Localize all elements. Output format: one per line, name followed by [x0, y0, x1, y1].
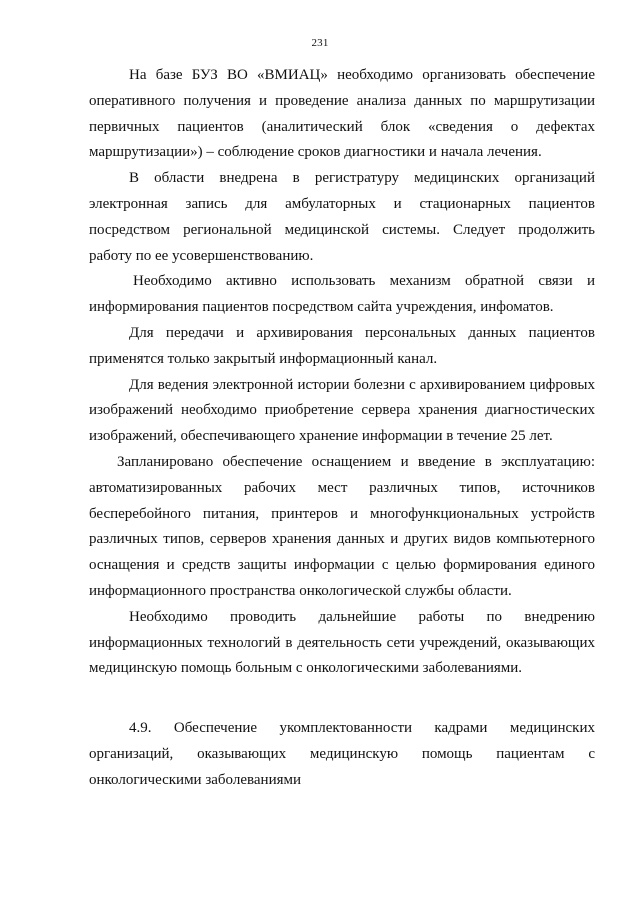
paragraph-image-server: Для ведения электронной истории болезни с архивированием цифровых изображений необходимо приобретение сервера хранения диагностических изображений, обеспечивающего хранение информации в течение 25 лет. [89, 376, 595, 445]
paragraph-feedback-mechanism: Необходимо активно использовать механизм обратной связи и информирования пациентов посредством сайта учреждения, инфоматов. [89, 273, 595, 316]
section-heading-4-9: 4.9. Обеспечение укомплектованности кадрами медицинских организаций, оказывающих медицинскую помощь пациентам с онкологическими заболеваниями [89, 720, 595, 788]
page-number: 231 [311, 37, 329, 49]
paragraph-vmiac-routing: На базе БУЗ ВО «ВМИАЦ» необходимо организовать обеспечение оперативного получения и проведение анализа данных по маршрутизации первичных пациентов (аналитический блок «сведения о дефектах маршрутизации») – соблюдение сроков диагностики и начала лечения. [89, 67, 595, 161]
paragraph-data-channel: Для передачи и архивирования персональных данных пациентов применятся только закрытый информационный канал. [89, 324, 595, 367]
paragraph-it-implementation: Необходимо проводить дальнейшие работы по внедрению информационных технологий в деятельность сети учреждений, оказывающих медицинскую помощь больным с онкологическими заболеваниями. [89, 608, 595, 677]
paragraph-electronic-registration: В области внедрена в регистратуру медицинских организаций электронная запись для амбулаторных и стационарных пациентов посредством региональной медицинской системы. Следует продолжить работу по ее усовершенствованию. [89, 170, 595, 264]
paragraph-equipment-plan: Запланировано обеспечение оснащением и введение в эксплуатацию: автоматизированных рабочих мест различных типов, источников бесперебойного питания, принтеров и многофункциональных устройств различных типов, серверов хранения данных и других видов компьютерного оснащения и средств защиты информации с целью формирования единого информационного пространства онкологической службы области. [89, 453, 595, 599]
document-body [89, 63, 595, 682]
